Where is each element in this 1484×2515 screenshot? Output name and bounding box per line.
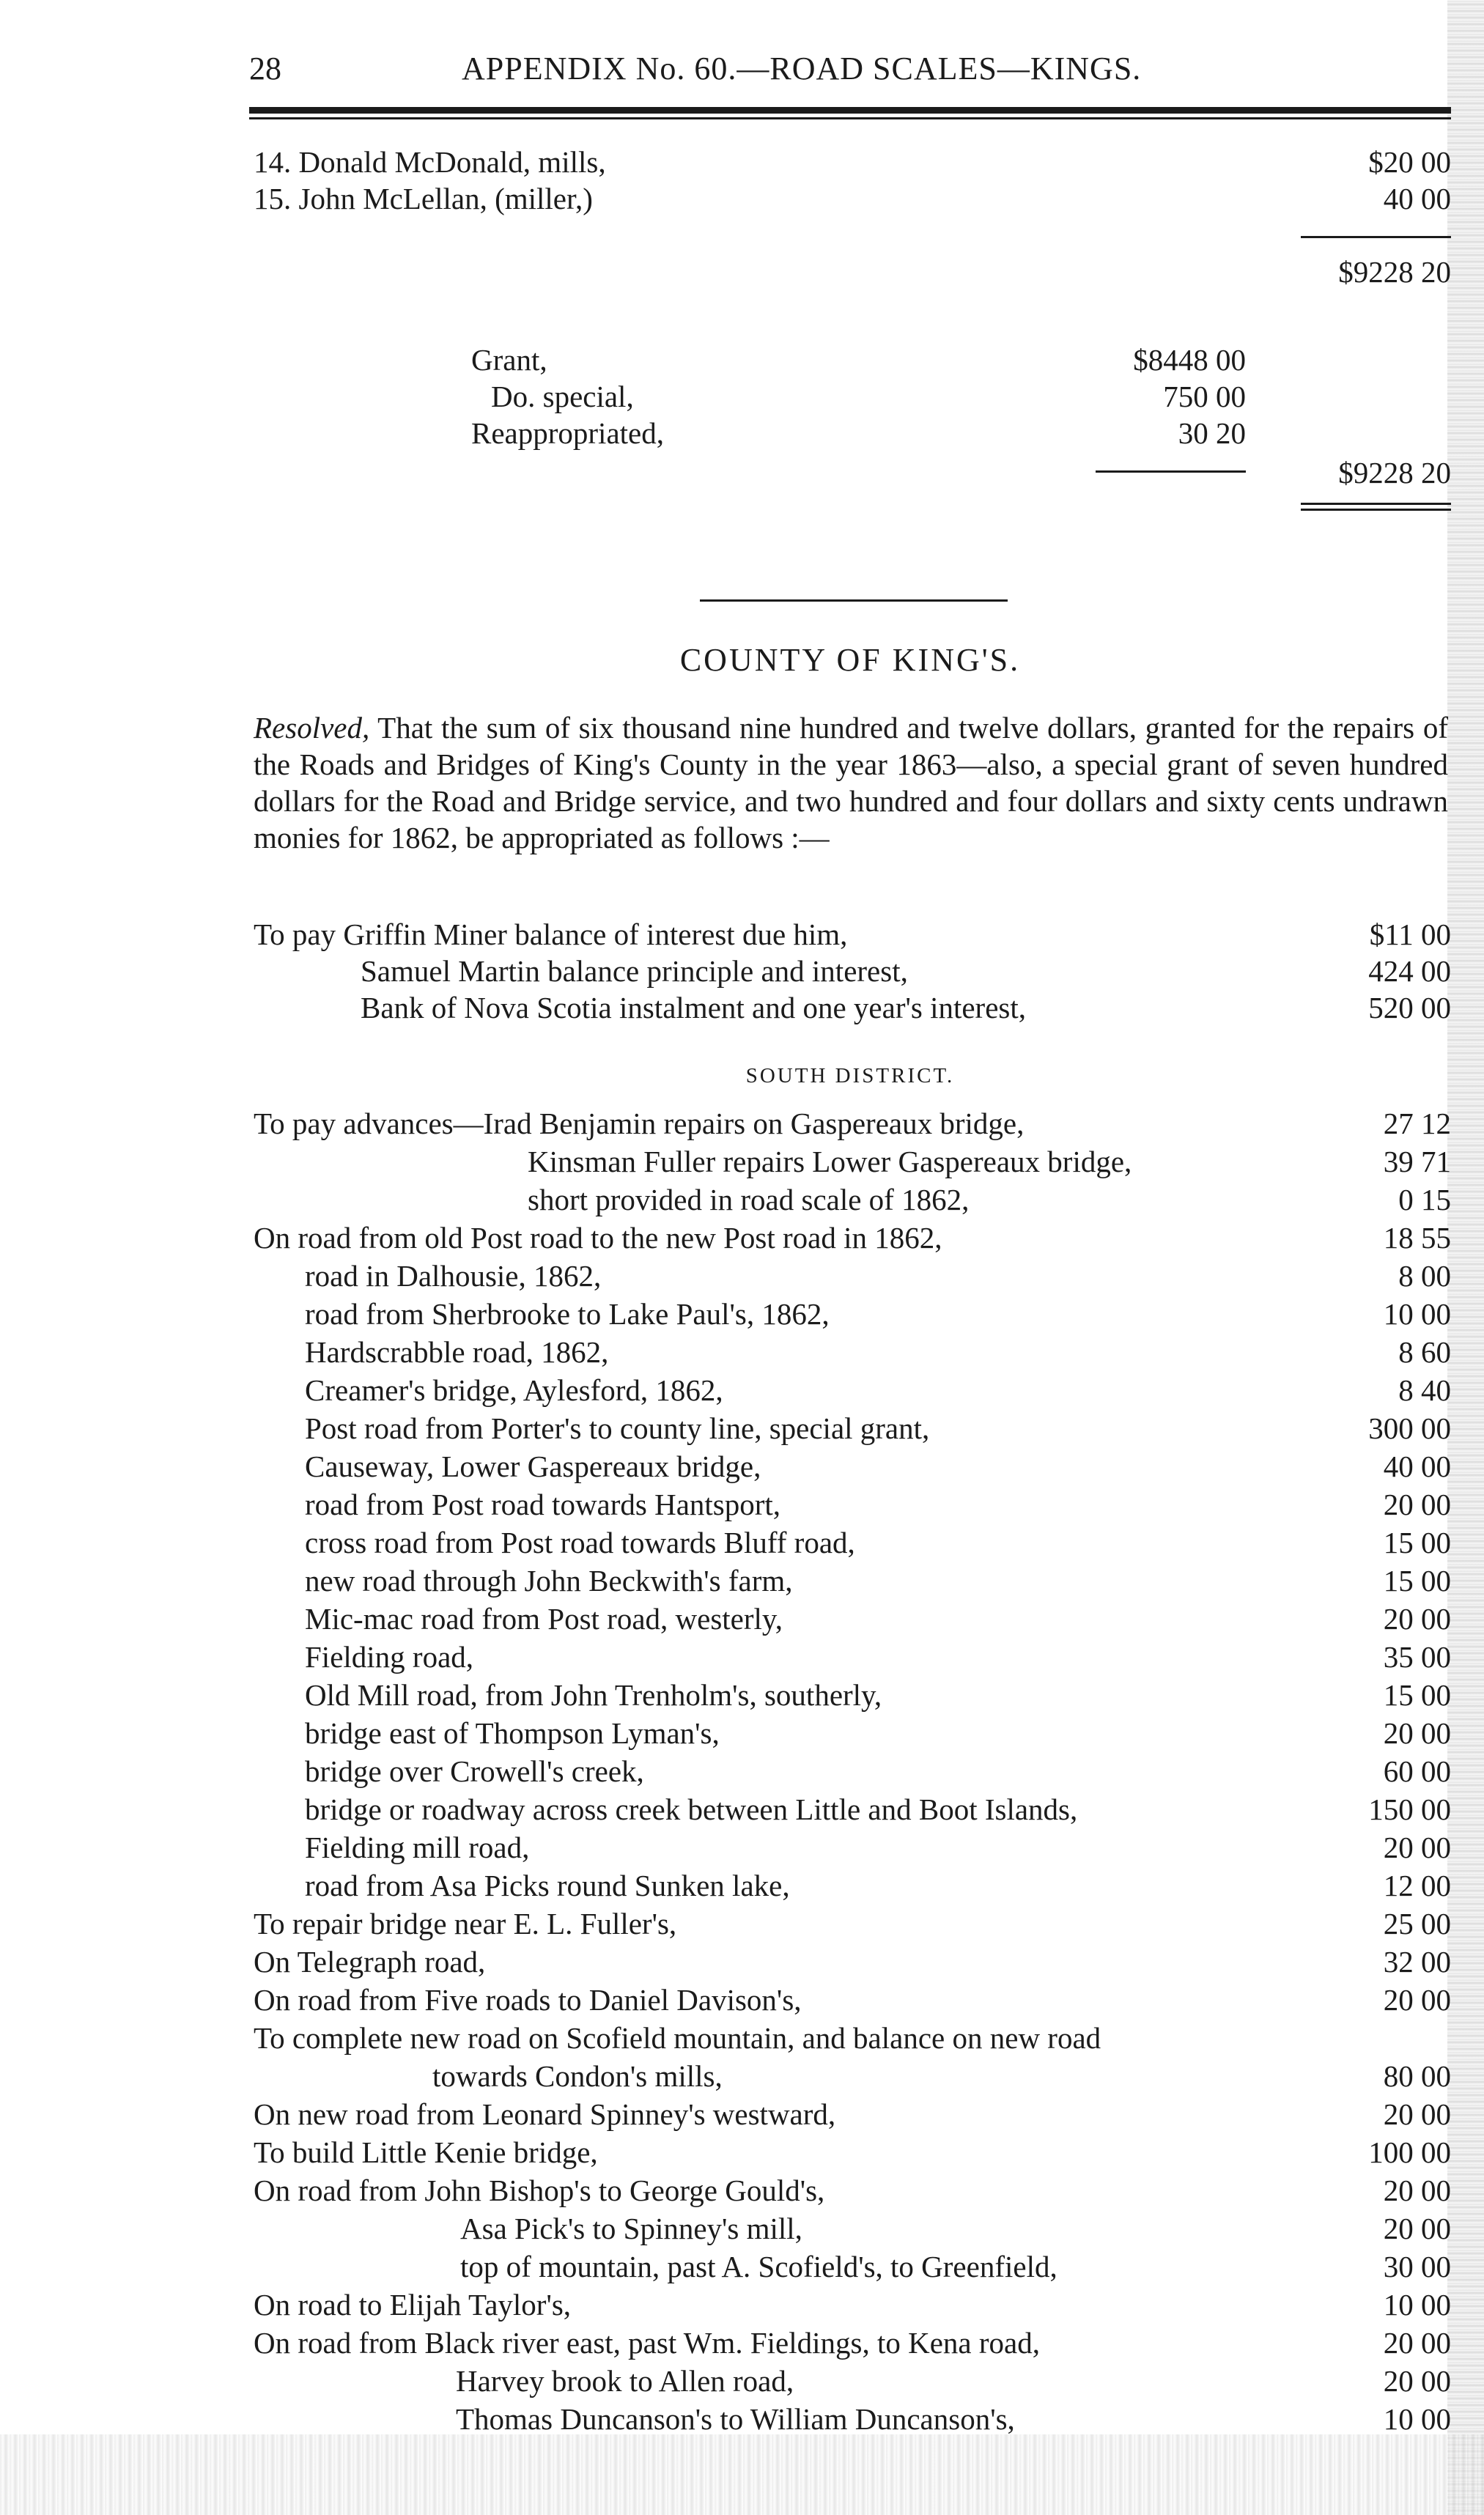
grants-total-double-rule bbox=[1301, 509, 1451, 511]
district-item-amount: 20 00 bbox=[1383, 1831, 1451, 1864]
district-item-amount: 20 00 bbox=[1383, 1488, 1451, 1521]
district-item-amount: 20 00 bbox=[1383, 2364, 1451, 2398]
district-item-label: Causeway, Lower Gaspereaux bridge, bbox=[305, 1449, 761, 1483]
district-item-amount: 25 00 bbox=[1383, 1907, 1451, 1940]
district-item-amount: 80 00 bbox=[1383, 2059, 1451, 2093]
district-item-label: top of mountain, past A. Scofield's, to Greenfield, bbox=[460, 2250, 1057, 2283]
payment-amount: $11 00 bbox=[1369, 917, 1451, 951]
district-item-label: On Telegraph road, bbox=[254, 1945, 486, 1979]
district-item-label: Mic-mac road from Post road, westerly, bbox=[305, 1602, 783, 1636]
section-separator bbox=[700, 599, 1008, 602]
payment-label: Samuel Martin balance principle and interest, bbox=[361, 954, 908, 988]
district-item-label: To repair bridge near E. L. Fuller's, bbox=[254, 1907, 677, 1940]
district-item-amount: 20 00 bbox=[1383, 1716, 1451, 1750]
district-item-amount: 15 00 bbox=[1383, 1526, 1451, 1559]
grant-label: Reappropriated, bbox=[471, 416, 664, 450]
district-item-amount: 60 00 bbox=[1383, 1754, 1451, 1788]
district-item-amount: 20 00 bbox=[1383, 2212, 1451, 2245]
district-item-amount: 20 00 bbox=[1383, 2174, 1451, 2207]
grants-total: $9228 20 bbox=[1338, 456, 1451, 490]
district-item-label: bridge east of Thompson Lyman's, bbox=[305, 1716, 720, 1750]
scan-edge-shadow bbox=[1447, 0, 1484, 2515]
district-item-amount: 15 00 bbox=[1383, 1564, 1451, 1598]
page-header bbox=[249, 50, 1451, 94]
district-item-amount: 35 00 bbox=[1383, 1640, 1451, 1674]
header-rule-thin bbox=[249, 117, 1451, 119]
resolution-paragraph bbox=[254, 709, 1448, 856]
district-item-label: To pay advances—Irad Benjamin repairs on Gaspereaux bridge, bbox=[254, 1107, 1025, 1140]
district-item-amount: 300 00 bbox=[1368, 1411, 1451, 1445]
top-total: $9228 20 bbox=[1338, 255, 1451, 289]
district-item-label: Fielding road, bbox=[305, 1640, 474, 1674]
district-item-amount: 20 00 bbox=[1383, 2326, 1451, 2360]
district-item-label: short provided in road scale of 1862, bbox=[528, 1183, 970, 1216]
district-item-label: On road from Black river east, past Wm. Fieldings, to Kena road, bbox=[254, 2326, 1040, 2360]
district-item-label: Creamer's bridge, Aylesford, 1862, bbox=[305, 1373, 723, 1407]
page-number: 28 bbox=[249, 51, 281, 86]
payment-label: Bank of Nova Scotia instalment and one year's interest, bbox=[361, 991, 1027, 1024]
district-item-label: road from Sherbrooke to Lake Paul's, 1862, bbox=[305, 1297, 830, 1331]
resolution-text: That the sum of six thousand nine hundred and twelve dollars, granted for the repairs of the Roads and Bridges of King's County in the year 1863—also, a special grant of seven hundred dollars for the Road and Bridge service, and two hundred and four dollars and sixty cents undrawn monies for 1862, be appropriated as follows :— bbox=[254, 711, 1448, 854]
district-item-label: bridge over Crowell's creek, bbox=[305, 1754, 644, 1788]
district-item-amount: 40 00 bbox=[1383, 1449, 1451, 1483]
district-item-amount: 150 00 bbox=[1368, 1792, 1451, 1826]
resolution-lead: Resolved, bbox=[254, 711, 370, 745]
district-item-amount: 8 00 bbox=[1398, 1259, 1451, 1293]
grant-label: Do. special, bbox=[491, 380, 634, 413]
district-item-label: Asa Pick's to Spinney's mill, bbox=[460, 2212, 802, 2245]
top-item-label: 15. John McLellan, (miller,) bbox=[254, 182, 593, 215]
grants-rule bbox=[1096, 470, 1246, 473]
payment-label: To pay Griffin Miner balance of interest due him, bbox=[254, 917, 848, 951]
grant-amount: 750 00 bbox=[1163, 380, 1246, 413]
payment-amount: 520 00 bbox=[1368, 991, 1451, 1024]
district-item-amount: 8 40 bbox=[1398, 1373, 1451, 1407]
district-item-label: Thomas Duncanson's to William Duncanson's, bbox=[456, 2402, 1015, 2436]
district-item-amount: 20 00 bbox=[1383, 1983, 1451, 2017]
running-title: APPENDIX No. 60.—ROAD SCALES—KINGS. bbox=[462, 51, 1142, 86]
top-item-amount: 40 00 bbox=[1383, 182, 1451, 215]
district-item-label: On road to Elijah Taylor's, bbox=[254, 2288, 572, 2322]
district-item-label: bridge or roadway across creek between Little and Boot Islands, bbox=[305, 1792, 1078, 1826]
district-item-label: To complete new road on Scofield mountain, and balance on new road bbox=[254, 2021, 1101, 2055]
district-item-amount: 27 12 bbox=[1383, 1107, 1451, 1140]
district-item-amount: 10 00 bbox=[1383, 2402, 1451, 2436]
district-item-amount: 39 71 bbox=[1383, 1145, 1451, 1178]
district-item-amount: 32 00 bbox=[1383, 1945, 1451, 1979]
district-item-amount: 30 00 bbox=[1383, 2250, 1451, 2283]
payment-amount: 424 00 bbox=[1368, 954, 1451, 988]
district-item-label: Kinsman Fuller repairs Lower Gaspereaux bridge, bbox=[528, 1145, 1132, 1178]
district-item-amount: 20 00 bbox=[1383, 1602, 1451, 1636]
scan-bottom-shadow bbox=[0, 2434, 1484, 2515]
district-item-label: road from Asa Picks round Sunken lake, bbox=[305, 1869, 790, 1902]
district-item-label: On new road from Leonard Spinney's westward, bbox=[254, 2097, 836, 2131]
district-item-label: Fielding mill road, bbox=[305, 1831, 530, 1864]
grant-label: Grant, bbox=[471, 343, 547, 377]
district-item-amount: 10 00 bbox=[1383, 2288, 1451, 2322]
district-item-label: Hardscrabble road, 1862, bbox=[305, 1335, 609, 1369]
district-item-label: To build Little Kenie bridge, bbox=[254, 2135, 598, 2169]
district-item-amount: 15 00 bbox=[1383, 1678, 1451, 1712]
district-item-label: Old Mill road, from John Trenholm's, southerly, bbox=[305, 1678, 882, 1712]
district-item-label: towards Condon's mills, bbox=[432, 2059, 723, 2093]
district-item-label: On road from Five roads to Daniel Davison's, bbox=[254, 1983, 802, 2017]
district-item-amount: 100 00 bbox=[1368, 2135, 1451, 2169]
district-item-amount: 10 00 bbox=[1383, 1297, 1451, 1331]
district-item-amount: 18 55 bbox=[1383, 1221, 1451, 1255]
subtotal-rule bbox=[1301, 236, 1451, 238]
district-item-amount: 0 15 bbox=[1398, 1183, 1451, 1216]
district-item-amount: 20 00 bbox=[1383, 2097, 1451, 2131]
grant-amount: $8448 00 bbox=[1133, 343, 1246, 377]
top-item-amount: $20 00 bbox=[1368, 145, 1451, 179]
district-item-label: new road through John Beckwith's farm, bbox=[305, 1564, 793, 1598]
top-item-label: 14. Donald McDonald, mills, bbox=[254, 145, 606, 179]
district-item-label: On road from John Bishop's to George Gould's, bbox=[254, 2174, 825, 2207]
district-item-label: road in Dalhousie, 1862, bbox=[305, 1259, 602, 1293]
district-item-label: Harvey brook to Allen road, bbox=[456, 2364, 794, 2398]
district-item-label: On road from old Post road to the new Post road in 1862, bbox=[254, 1221, 942, 1255]
grant-amount: 30 20 bbox=[1178, 416, 1246, 450]
district-item-label: road from Post road towards Hantsport, bbox=[305, 1488, 781, 1521]
district-item-label: Post road from Porter's to county line, special grant, bbox=[305, 1411, 930, 1445]
district-item-amount: 8 60 bbox=[1398, 1335, 1451, 1369]
county-title: COUNTY OF KING'S. bbox=[679, 642, 1021, 678]
district-item-label: cross road from Post road towards Bluff road, bbox=[305, 1526, 855, 1559]
district-title: SOUTH DISTRICT. bbox=[745, 1064, 955, 1087]
district-item-amount: 12 00 bbox=[1383, 1869, 1451, 1902]
header-rule-thick bbox=[249, 107, 1451, 114]
grants-total-double-rule bbox=[1301, 503, 1451, 505]
